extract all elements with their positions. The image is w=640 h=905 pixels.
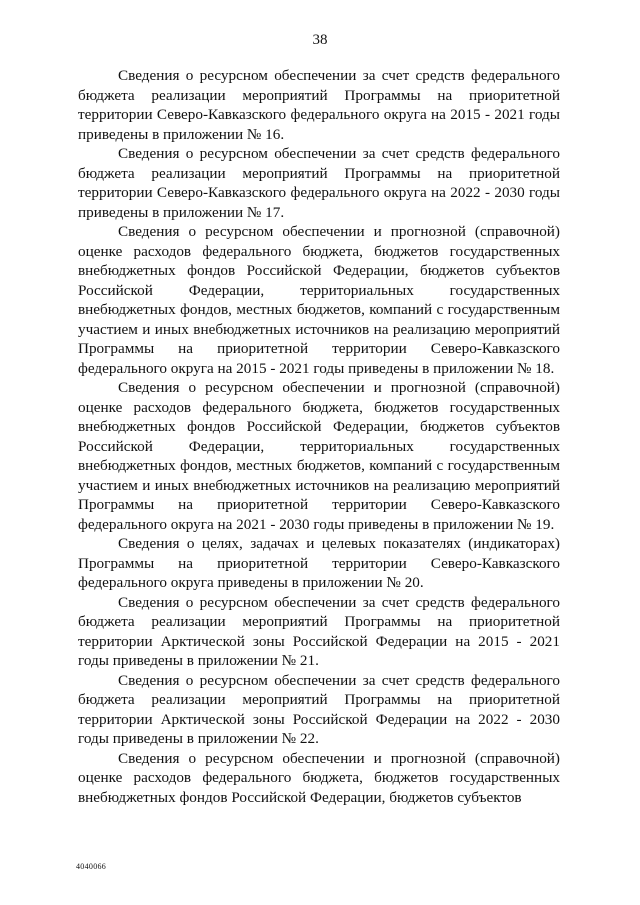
document-code: 4040066 [76,862,107,871]
paragraph-annex-16: Сведения о ресурсном обеспечении за счет средств федерального бюджета реализации мероприятий Программы на приоритетной территории Северо-Кавказского федерального округа на 2015 - 2021 годы приведены в приложении № 16. [78,67,560,143]
paragraph-annex-17: Сведения о ресурсном обеспечении за счет средств федерального бюджета реализации мероприятий Программы на приоритетной территории Северо-Кавказского федерального округа на 2022 - 2030 годы приведены в приложении № 17. [78,145,560,221]
paragraph-annex-22: Сведения о ресурсном обеспечении за счет средств федерального бюджета реализации мероприятий Программы на приоритетной территории Арктической зоны Российской Федерации на 2022 - 2030 годы приведены в приложении № 22. [78,671,560,747]
paragraph-annex-18: Сведения о ресурсном обеспечении и прогнозной (справочной) оценке расходов федерального бюджета, бюджетов государственных внебюджетных фондов Российской Федерации, бюджетов субъектов Российской Федерации, территориальных государственных внебюджетных фондов, местных бюджетов, компаний с государственным участием и иных внебюджетных источников на реализацию мероприятий Программы на приоритетной территории Северо-Кавказского федерального округа на 2015 - 2021 годы приведены в приложении № 18. [78,223,560,377]
paragraph-continued: Сведения о ресурсном обеспечении и прогнозной (справочной) оценке расходов федерального бюджета, бюджетов государственных внебюджетных фондов Российской Федерации, бюджетов субъектов [78,749,560,806]
page-number: 38 [312,32,328,48]
document-body [78,66,560,807]
paragraph-annex-20: Сведения о целях, задачах и целевых показателях (индикаторах) Программы на приоритетной территории Северо-Кавказского федерального округа приведены в приложении № 20. [78,535,560,591]
paragraph-annex-19: Сведения о ресурсном обеспечении и прогнозной (справочной) оценке расходов федерального бюджета, бюджетов государственных внебюджетных фондов Российской Федерации, бюджетов субъектов Российской Федерации, территориальных государственных внебюджетных фондов, местных бюджетов, компаний с государственным участием и иных внебюджетных источников на реализацию мероприятий Программы на приоритетной территории Северо-Кавказского федерального округа на 2021 - 2030 годы приведены в приложении № 19. [78,379,560,533]
paragraph-annex-21: Сведения о ресурсном обеспечении за счет средств федерального бюджета реализации мероприятий Программы на приоритетной территории Арктической зоны Российской Федерации на 2015 - 2021 годы приведены в приложении № 21. [78,593,560,669]
